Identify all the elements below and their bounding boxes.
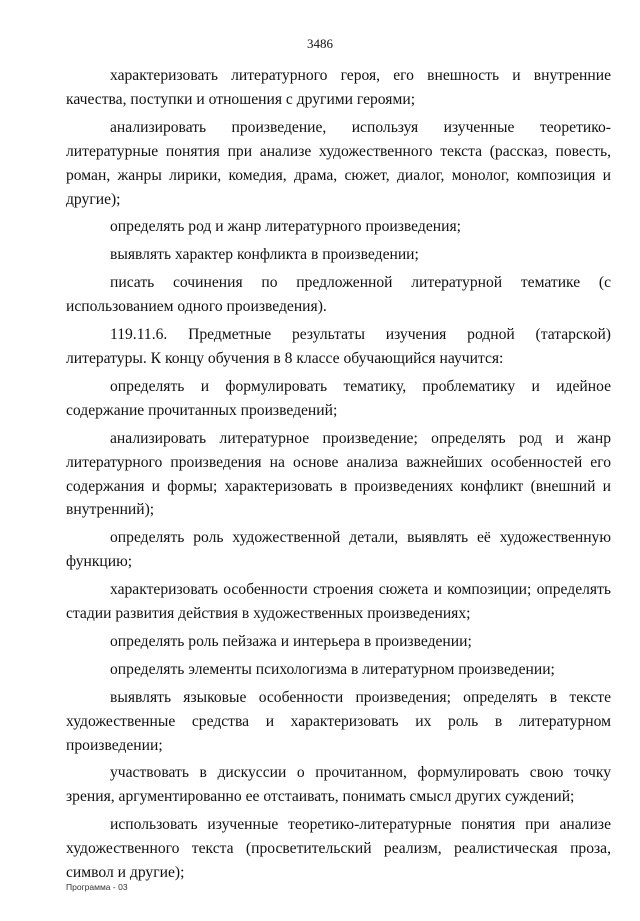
paragraph: анализировать литературное произведение; определять род и жанр литературного произведения на основе анализа важнейших особенностей его содержания и формы; характеризовать в произведениях конфликт (внешний и внутренний);	[66, 429, 611, 519]
paragraph: определять роль пейзажа и интерьера в произведении;	[110, 632, 472, 650]
section-heading-paragraph: 119.11.6. Предметные результаты изучения родной (татарской) литературы. К концу обучения в 8 классе обучающийся научится:	[66, 326, 611, 367]
paragraph: определять и формулировать тематику, проблематику и идейное содержание прочитанных произведений;	[66, 377, 611, 419]
page-footer: Программа - 03	[66, 882, 128, 892]
page-number: 3486	[307, 36, 333, 51]
paragraph: определять роль художественной детали, выявлять её художественную функцию;	[66, 529, 611, 571]
document-body	[66, 64, 611, 889]
paragraph: выявлять языковые особенности произведения; определять в тексте художественные средства и характеризовать их роль в литературном произведении;	[66, 688, 611, 754]
paragraph: характеризовать литературного героя, его внешность и внутренние качества, поступки и отношения с другими героями;	[66, 67, 611, 108]
paragraph: определять элементы психологизма в литературном произведении;	[110, 660, 555, 678]
paragraph: участвовать в дискуссии о прочитанном, формулировать свою точку зрения, аргументированно ее отстаивать, понимать смысл других суждений;	[66, 764, 611, 806]
paragraph: писать сочинения по предложенной литературной тематике (с использованием одного произведения).	[66, 274, 611, 316]
paragraph: характеризовать особенности строения сюжета и композиции; определять стадии развития действия в художественных произведениях;	[66, 581, 611, 623]
paragraph: определять род и жанр литературного произведения;	[110, 218, 461, 236]
paragraph: использовать изученные теоретико-литературные понятия при анализе художественного текста (просветительский реализм, реалистическая проза, символ и другие);	[66, 816, 611, 882]
paragraph: анализировать произведение, используя изученные теоретико-литературные понятия при анализе художественного текста (рассказ, повесть, роман, жанры лирики, комедия, драма, сюжет, диалог, монолог, композиция и другие);	[66, 118, 611, 208]
paragraph: выявлять характер конфликта в произведении;	[110, 246, 419, 264]
